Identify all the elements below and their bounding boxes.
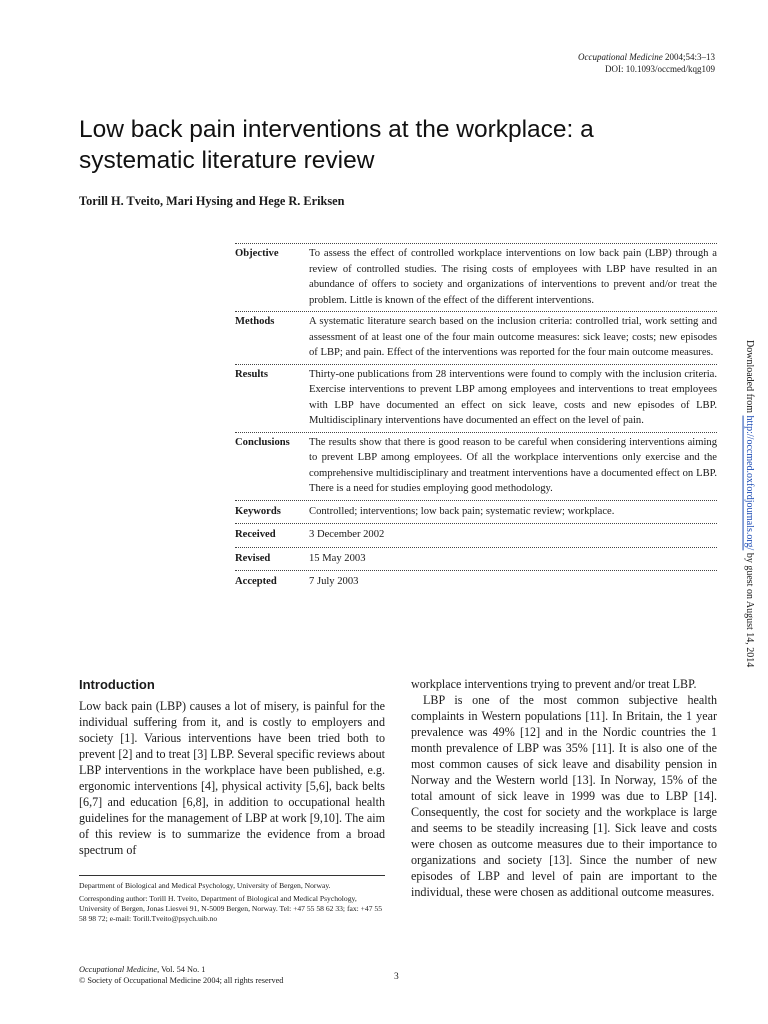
abstract-row-methods	[235, 311, 717, 364]
abstract-row-revised	[235, 547, 717, 571]
abstract-row-keywords	[235, 500, 717, 524]
section-heading: Introduction	[79, 677, 155, 692]
abstract-label: Results	[235, 368, 268, 380]
correspondence: Corresponding author: Torill H. Tveito, Department of Biological and Medical Psychology, University of Bergen, Jonas Liesvei 91, N-5009 Bergen, Norway. Tel: +47 55 58 62 33; fax: +47 55 58 98 72; e-mail: Torill.Tveito@psych.uib.no	[79, 894, 383, 923]
page-footer	[79, 964, 283, 986]
page-number: 3	[394, 972, 399, 982]
affiliation: Department of Biological and Medical Psychology, University of Bergen, Norway.	[79, 881, 331, 890]
abstract-label: Accepted	[235, 576, 277, 587]
doi: DOI: 10.1093/occmed/kqg109	[605, 64, 715, 74]
authors: Torill H. Tveito, Mari Hysing and Hege R. Eriksen	[79, 194, 345, 208]
download-suffix: by guest on August 14, 2014	[744, 550, 755, 668]
abstract-row-objective	[235, 243, 717, 311]
download-note	[743, 340, 755, 667]
abstract-label: Received	[235, 529, 276, 540]
intro-paragraph-2: LBP is one of the most common subjective health complaints in Western populations [11]. In Britain, the 1 year prevalence was 49% [12] and in the Nordic countries the 1 month prevalence of LBP was 35% [11]. It is also one of the most common causes of sick leave and disability pension in Norway and the Western world [13]. In Norway, 15% of the total amount of sick leave in 1999 was due to LBP [14]. Consequently, the cost for society and the workplace is large and seems to be steadily increasing [1]. Sick leave and costs were chosen as outcome measures due to their importance to organizations and society [13]. Since the number of new episodes of LBP and level of pain are important to the individual, these were chosen as additional outcome measures.	[411, 693, 717, 899]
abstract-text: Thirty-one publications from 28 interventions were found to comply with the inclusion criteria. Exercise interventions to prevent LBP among employees and interventions to treat employees with LBP have documented an effect on sick leave, costs and new episodes of LBP. Multidisciplinary interventions have documented an effect on the level of pain.	[309, 368, 717, 426]
footnotes	[79, 881, 385, 927]
abstract-text: 7 July 2003	[309, 576, 359, 587]
abstract-text: 15 May 2003	[309, 552, 366, 564]
intro-paragraph-1: Low back pain (LBP) causes a lot of misery, is painful for the individual suffering from it, and is costly to employers and society [1]. Various interventions have been tried both to prevent [2] and to treat [3] LBP. Several specific reviews about LBP interventions in the workplace have been published, e.g. ergonomic interventions [4], physical activity [5,6], back belts [6,7] and education [6,8], in addition to occupational health guidelines for the management of LBP at work [9,10]. The aim of this review is to summarize the evidence from a broad spectrum of	[79, 699, 385, 857]
abstract-table	[235, 243, 717, 594]
journal-name: Occupational Medicine	[578, 52, 663, 62]
abstract-row-conclusions	[235, 432, 717, 500]
article-title	[79, 114, 719, 176]
abstract-label: Revised	[235, 552, 271, 564]
footnote-divider	[79, 875, 385, 876]
title-line-2: systematic literature review	[79, 147, 375, 174]
footer-journal: Occupational Medicine	[79, 965, 158, 974]
abstract-label: Conclusions	[235, 436, 290, 448]
column-left	[79, 676, 385, 858]
abstract-row-accepted	[235, 570, 717, 594]
abstract-row-results	[235, 364, 717, 432]
column-right	[411, 676, 717, 900]
download-prefix: Downloaded from	[744, 340, 755, 416]
footer-volume: , Vol. 54 No. 1	[157, 965, 206, 974]
intro-paragraph-1-cont: workplace interventions trying to prevent and/or treat LBP.	[411, 677, 697, 691]
abstract-text: To assess the effect of controlled workplace interventions on low back pain (LBP) through a review of controlled studies. The rising costs of employees with LBP have resulted in an abundance of offers to society and organizations of interventions to prevent and/or treat the problem. Little is known of the effect of the different interventions.	[309, 248, 717, 306]
abstract-text: Controlled; interventions; low back pain; systematic review; workplace.	[309, 505, 615, 517]
abstract-label: Keywords	[235, 505, 281, 517]
abstract-text: The results show that there is good reason to be careful when considering interventions aiming to prevent LBP among employees. Of all the workplace interventions only exercise and the comprehensive multidisciplinary and treatment interventions have a documented effect on LBP. There is a need for studies employing good methodology.	[309, 436, 717, 494]
journal-reference	[578, 51, 715, 75]
title-line-1: Low back pain interventions at the workplace: a	[79, 116, 594, 143]
abstract-label: Methods	[235, 316, 275, 327]
abstract-row-received	[235, 523, 717, 547]
citation: 2004;54:3–13	[664, 52, 715, 62]
abstract-text: 3 December 2002	[309, 529, 385, 540]
journal-link[interactable]: http://occmed.oxfordjournals.org/	[744, 415, 755, 551]
abstract-text: A systematic literature search based on the inclusion criteria: controlled trial, work setting and assessment of at least one of the four main outcome measures: sick leave; costs; new episodes of LBP; and pain. Effect of the interventions was reported for the four main outcome measures.	[309, 316, 717, 358]
abstract-label: Objective	[235, 248, 279, 259]
copyright: © Society of Occupational Medicine 2004; all rights reserved	[79, 976, 284, 985]
